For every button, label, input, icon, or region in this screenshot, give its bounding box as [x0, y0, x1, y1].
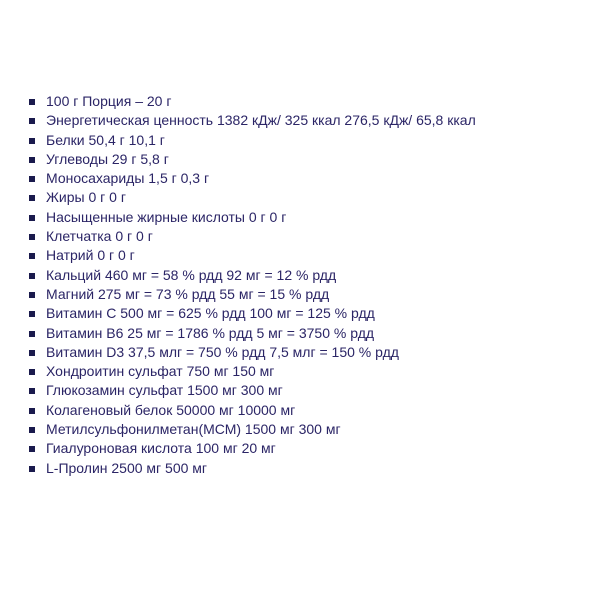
list-item-text: Витамин С 500 мг = 625 % рдд 100 мг = 125 % рдд: [46, 305, 375, 322]
list-item: [29, 131, 476, 150]
bullet-icon: [29, 466, 35, 472]
bullet-icon: [29, 427, 35, 433]
nutrition-list: [29, 92, 476, 478]
list-item: [29, 169, 476, 188]
list-item: [29, 188, 476, 207]
list-item: [29, 459, 476, 478]
bullet-icon: [29, 408, 35, 414]
list-item-text: Колагеновый белок 50000 мг 10000 мг: [46, 401, 296, 418]
list-item-text: Клетчатка 0 г 0 г: [46, 228, 153, 245]
bullet-icon: [29, 176, 35, 182]
bullet-icon: [29, 138, 35, 144]
bullet-icon: [29, 99, 35, 105]
list-item-text: Натрий 0 г 0 г: [46, 247, 135, 264]
list-item: [29, 343, 476, 362]
list-item: [29, 227, 476, 246]
list-item: [29, 362, 476, 381]
bullet-icon: [29, 157, 35, 163]
bullet-icon: [29, 118, 35, 124]
list-item: [29, 401, 476, 420]
list-item-text: Углеводы 29 г 5,8 г: [46, 150, 169, 167]
bullet-icon: [29, 350, 35, 356]
list-item-text: 100 г Порция – 20 г: [46, 93, 172, 109]
list-item-text: Белки 50,4 г 10,1 г: [46, 131, 165, 148]
bullet-icon: [29, 195, 35, 201]
list-item: [29, 111, 476, 130]
list-item-text: Хондроитин сульфат 750 мг 150 мг: [46, 363, 275, 380]
list-item-text: Кальций 460 мг = 58 % рдд 92 мг = 12 % рдд: [46, 266, 337, 283]
list-item-text: Жиры 0 г 0 г: [46, 189, 126, 206]
list-item-text: Моносахариды 1,5 г 0,3 г: [46, 170, 210, 187]
bullet-icon: [29, 331, 35, 337]
bullet-icon: [29, 311, 35, 317]
bullet-icon: [29, 292, 35, 298]
list-item-text: Глюкозамин сульфат 1500 мг 300 мг: [46, 382, 283, 399]
list-item: [29, 381, 476, 400]
bullet-icon: [29, 369, 35, 375]
list-item-text: L-Пролин 2500 мг 500 мг: [46, 459, 208, 476]
list-item: [29, 420, 476, 439]
list-item: [29, 92, 476, 111]
bullet-icon: [29, 234, 35, 240]
list-item-text: Витамин В6 25 мг = 1786 % рдд 5 мг = 3750 % рдд: [46, 324, 375, 341]
list-item-text: Гиалуроновая кислота 100 мг 20 мг: [46, 440, 276, 457]
bullet-icon: [29, 446, 35, 452]
list-item-text: Магний 275 мг = 73 % рдд 55 мг = 15 % рдд: [46, 285, 330, 302]
bullet-icon: [29, 388, 35, 394]
list-item: [29, 324, 476, 343]
bullet-icon: [29, 273, 35, 279]
list-item: [29, 208, 476, 227]
list-item: [29, 285, 476, 304]
list-item: [29, 266, 476, 285]
list-item-text: Насыщенные жирные кислоты 0 г 0 г: [46, 208, 287, 225]
list-item: [29, 304, 476, 323]
list-item-text: Энергетическая ценность 1382 кДж/ 325 ккал 276,5 кДж/ 65,8 ккал: [46, 112, 476, 129]
list-item-text: Витамин D3 37,5 млг = 750 % рдд 7,5 млг = 150 % рдд: [46, 343, 399, 360]
bullet-icon: [29, 253, 35, 259]
bullet-icon: [29, 215, 35, 221]
list-item: [29, 439, 476, 458]
list-item-text: Метилсульфонилметан(МСМ) 1500 мг 300 мг: [46, 421, 341, 438]
list-item: [29, 246, 476, 265]
list-item: [29, 150, 476, 169]
